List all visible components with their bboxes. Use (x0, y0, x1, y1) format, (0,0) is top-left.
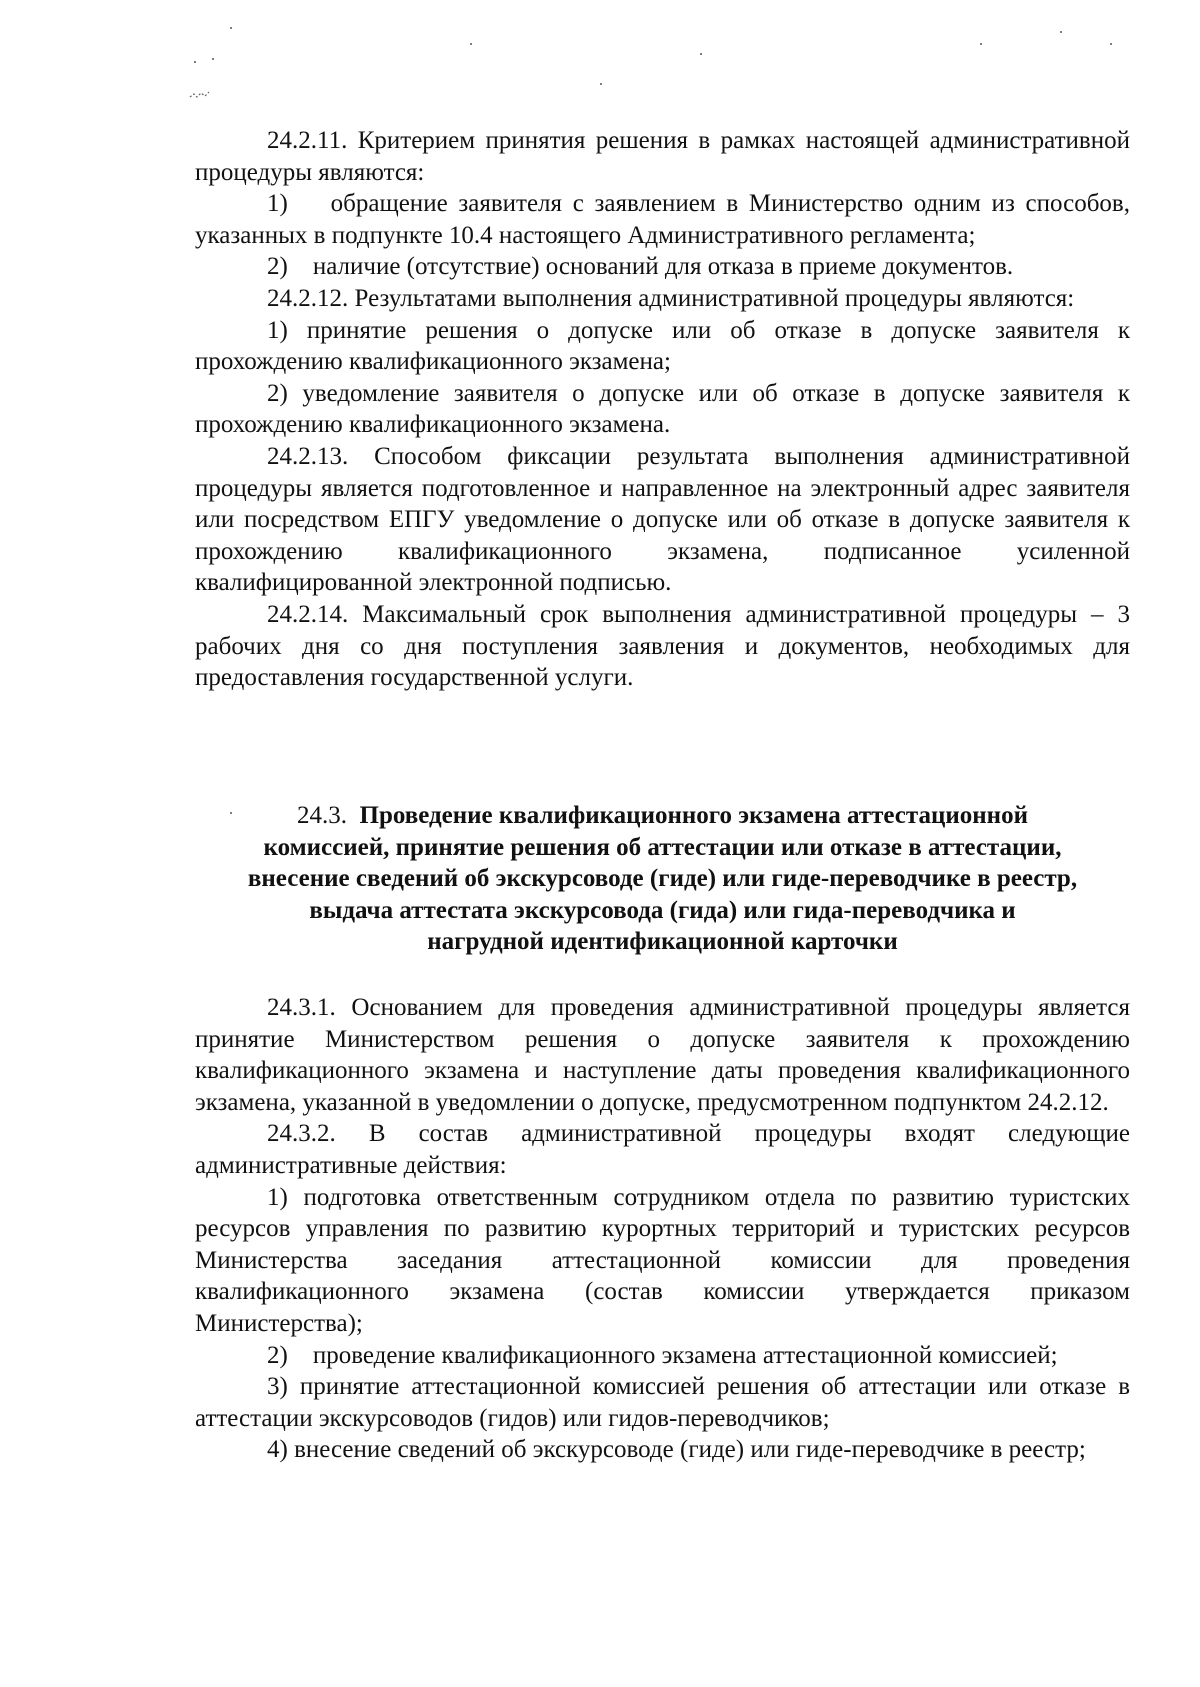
paragraph-24-2-11-item-2: 2) наличие (отсутствие) оснований для отказа в приеме документов. (267, 253, 1014, 281)
heading-line-5: нагрудной идентификационной карточки (427, 928, 898, 955)
scan-speck (1110, 43, 1112, 45)
scan-speck (700, 53, 702, 55)
heading-line-3: внесение сведений об экскурсоводе (гиде) или гиде-переводчике в реестр, (247, 865, 1078, 892)
paragraph-24-3-2-item-4: 4) внесение сведений об экскурсоводе (гиде) или гиде-переводчике в реестр; (267, 1436, 1086, 1464)
paragraph-24-2-12-item-1: 1) принятие решения о допуске или об отказе в допуске заявителя к прохождению квалификационного экзамена; (195, 316, 1130, 376)
section-24-2-text (195, 125, 1130, 694)
scan-speck (194, 61, 196, 63)
paragraph-24-2-13: 24.2.13. Способом фиксации результата выполнения административной процедуры является подготовленное и направленное на электронный адрес заявителя или посредством ЕПГУ уведомление о допуске или об отказе в допуске заявителя к прохождению квалификационного экзамена, подписанное усиленной квалифицированной электронной подписью. (195, 442, 1130, 597)
heading-line-1 (195, 800, 1130, 832)
heading-line-4: выдача аттестата экскурсовода (гида) или гида-переводчика и (309, 896, 1016, 924)
paragraph-24-2-12: 24.2.12. Результатами выполнения административной процедуры являются: (267, 284, 1075, 312)
heading-line-2: комиссией, принятие решения об аттестации или отказе в аттестации, (263, 833, 1062, 861)
scan-speck (470, 43, 472, 45)
paragraph-24-3-1: 24.3.1. Основанием для проведения административной процедуры является принятие Министерством решения о допуске заявителя к прохождению квалификационного экзамена и наступление даты проведения квалификационного экзамена, указанной в уведомлении о допуске, предусмотренном подпунктом 24.2.12. (195, 994, 1130, 1116)
scan-speck (212, 58, 214, 60)
paragraph-24-2-14: 24.2.14. Максимальный срок выполнения административной процедуры – 3 рабочих дня со дня поступления заявления и документов, необходимых для предоставления государственной услуги. (195, 600, 1130, 692)
paragraph-24-3-2-item-3: 3) принятие аттестационной комиссией решения об аттестации или отказе в аттестации экскурсоводов (гидов) или гидов-переводчиков; (195, 1373, 1130, 1432)
section-24-3-text (195, 992, 1130, 1466)
scan-speck (1060, 31, 1062, 33)
heading-line-1-text: Проведение квалификационного экзамена аттестационной (359, 802, 1028, 829)
paragraph-24-2-11-item-1: 1) обращение заявителя с заявлением в Министерство одним из способов, указанных в подпункте 10.4 настоящего Административного регламента; (195, 190, 1130, 249)
paragraph-24-3-2: 24.3.2. В состав административной процедуры входят следующие административные действия: (195, 1120, 1130, 1179)
paragraph-24-2-12-item-2: 2) уведомление заявителя о допуске или об отказе в допуске заявителя к прохождению квалификационного экзамена. (195, 379, 1130, 439)
paragraph-24-3-2-item-1: 1) подготовка ответственным сотрудником отдела по развитию туристских ресурсов управления по развитию курортных территорий и туристских ресурсов Министерства заседания аттестационной комиссии для проведения квалификационного экзамена (состав комиссии утверждается приказом Министерства); (195, 1183, 1130, 1337)
paragraph-24-3-2-item-2: 2) проведение квалификационного экзамена аттестационной комиссией; (267, 1341, 1058, 1369)
section-24-3-heading (195, 800, 1130, 958)
scan-speck (980, 43, 982, 45)
heading-number: 24.3. (297, 802, 347, 829)
scan-speck (230, 27, 232, 29)
scan-speck (600, 83, 602, 85)
paragraph-24-2-11: 24.2.11. Критерием принятия решения в рамках настоящей административной процедуры являются: (195, 127, 1130, 186)
scan-mark (188, 88, 228, 100)
